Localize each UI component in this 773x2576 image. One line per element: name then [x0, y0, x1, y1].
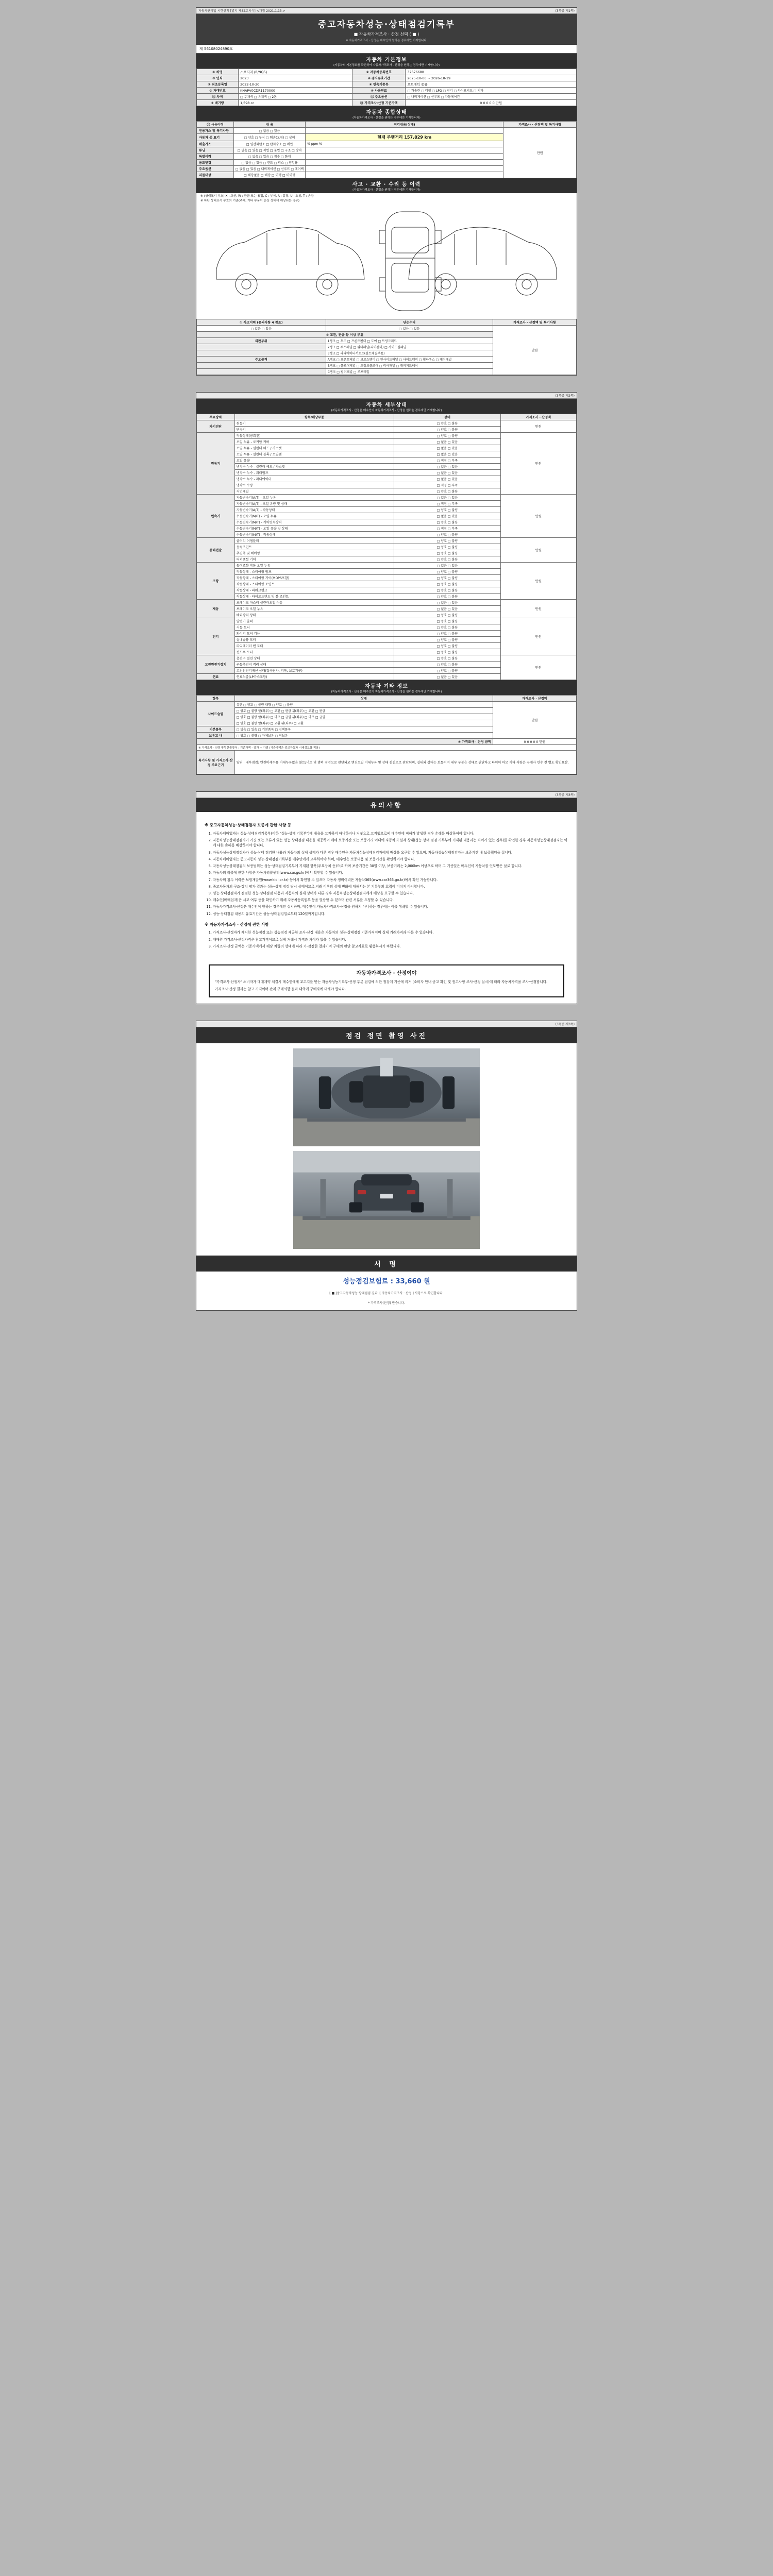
- detail-item-0-0: 원동기: [234, 420, 394, 427]
- detail-item-7-1: 구동축전지 격리 상태: [234, 662, 394, 668]
- detail-state-2-5[interactable]: □ 적정 □ 부족: [394, 526, 500, 532]
- detail-state-4-2[interactable]: □ 양호 □ 불량: [394, 575, 500, 581]
- sheet-header-2: [196, 393, 577, 399]
- basic-info-table: [196, 69, 577, 106]
- overall-row-0-state[interactable]: [306, 128, 503, 134]
- other-info-table: [196, 695, 577, 774]
- notice-list: [213, 831, 568, 917]
- overall-col-1: 내 용: [233, 122, 305, 128]
- detail-item-0-1: 변속기: [234, 427, 394, 433]
- section-accident-sub: (자동차가격조사 · 산정을 원하는 경우에만 기재합니다): [352, 189, 421, 192]
- detail-state-6-2[interactable]: □ 양호 □ 불량: [394, 631, 500, 637]
- other-item-0: 사이드슬립: [197, 702, 235, 726]
- detail-item-1-0: 작동상태(공회전): [234, 433, 394, 439]
- overall-col-2: 점검내용(상태): [306, 122, 503, 128]
- detail-item-4-1: 작동상태 - 스티어링 펌프: [234, 569, 394, 575]
- label-regnum: ② 자동차등록번호: [352, 69, 406, 75]
- detail-state-7-2[interactable]: □ 양호 □ 불량: [394, 668, 500, 674]
- detail-state-6-1[interactable]: □ 양호 □ 불량: [394, 624, 500, 631]
- notice-item: 1. 자동차매매업자는 성능·상태점검기록부(이하 "성능·상태 기록부")에 내용을 고지하지 아니하거나 거짓으로 고지했으로써 매수인에 피해가 발생한 경우 손해를 배상하여야 합니다.: [213, 831, 568, 836]
- overall-row-3-state[interactable]: [306, 147, 503, 154]
- table-row: [197, 128, 577, 134]
- detail-state-1-4[interactable]: □ 적정 □ 부족: [394, 457, 500, 464]
- accident-part-type-2: [197, 350, 326, 357]
- detail-price-5[interactable]: 만원: [500, 600, 576, 618]
- accident-simple-label: 단순수리: [326, 319, 493, 326]
- table-row: [197, 420, 577, 427]
- detail-group-2: 변속기: [197, 495, 235, 538]
- detail-state-1-2[interactable]: □ 없음 □ 있음: [394, 445, 500, 451]
- notice-item: 3. 자동차성능상태점검자가 성능·상태 점검한 내용과 자동차의 실제 상태가 다른 경우 매수인은 자동차성능상태점검자에게 배상을 요구할 수 있으며, 자동차성능상태점검자는 보증기간 내 보증책임을 집니다.: [213, 850, 568, 855]
- detail-price-3[interactable]: 만원: [500, 538, 576, 563]
- other-state-3[interactable]: □ 양호 □ 불량 앞(좌우) □ 교환 뒤(좌우) □ 교환: [234, 720, 493, 726]
- detail-state-table: [196, 414, 577, 680]
- table-row: [197, 600, 577, 606]
- detail-state-3-2[interactable]: □ 양호 □ 불량: [394, 550, 500, 556]
- section-detail-heading: 자동차 세부상태: [366, 402, 407, 409]
- car-diagram-svg[interactable]: [200, 207, 573, 315]
- detail-state-4-5[interactable]: □ 양호 □ 불량: [394, 594, 500, 600]
- detail-state-8-0[interactable]: □ 없음 □ 있음: [394, 674, 500, 680]
- detail-col-0: 주요장치: [197, 414, 235, 420]
- total-price-value[interactable]: 0 0 0 0 0 만원: [493, 739, 576, 745]
- overall-row-1-state[interactable]: 현재 주행거리 157,829 km: [306, 134, 503, 141]
- detail-state-4-1[interactable]: □ 양호 □ 불량: [394, 569, 500, 575]
- section-basic-sub: (자동차의 기본정보를 확인하여 자동차가격조사 · 산정을 원하는 경우에만 기재합니다): [333, 64, 440, 67]
- detail-state-2-2[interactable]: □ 양호 □ 불량: [394, 507, 500, 513]
- table-row: [197, 433, 577, 439]
- price-survey-statement-line-1: "가격조사·산정자" 소비자가 매매계약 체결시 매수인에게 교고지를 받는 자동차성능기록부·산정 부분 점검에 의한 점검에 기준에 의거 (소비자 안내 공고 확인 및 권고사항 조사·산정 실시)에 따라 자동차가격을 조사·산정합니다.: [215, 980, 548, 985]
- detail-item-1-3: 오일 누유 - 실린더 블록 / 오일팬: [234, 451, 394, 457]
- detail-item-6-5: 윈도우 모터: [234, 649, 394, 655]
- other-state-1[interactable]: □ 양호 □ 불량 앞(좌우) □ 교환 □ 판금 뒤(좌우) □ 교환 □ 판금: [234, 708, 493, 714]
- other-price[interactable]: 만원: [493, 702, 576, 739]
- detail-state-3-0[interactable]: □ 양호 □ 불량: [394, 538, 500, 544]
- accident-part-type-4: [197, 363, 326, 369]
- notice-item: 8. 중고자동차의 구조·장치 평가 결과는 성능·상태 점검 당시 상태이므로 거래 이후의 상태 변화에 대해서는 본 기록부의 효력이 미치지 아니합니다.: [213, 884, 568, 889]
- price-survey-statement-box: [209, 964, 564, 997]
- detail-state-2-1[interactable]: □ 적정 □ 부족: [394, 501, 500, 507]
- detail-item-4-4: 작동상태 - 파워크랭크: [234, 587, 394, 594]
- detail-state-2-0[interactable]: □ 없음 □ 있음: [394, 495, 500, 501]
- detail-item-1-2: 오일 누유 - 실린더 헤드 / 가스켓: [234, 445, 394, 451]
- table-row: [197, 495, 577, 501]
- other-state-2[interactable]: □ 양호 □ 불량 앞(좌우) □ 마모 □ 균열 뒤(좌우) □ 마모 □ 균열: [234, 714, 493, 720]
- detail-state-6-3[interactable]: □ 양호 □ 불량: [394, 637, 500, 643]
- detail-item-2-1: 자동변속기(A/T) - 오일 유량 및 상태: [234, 501, 394, 507]
- page-title: 중고자동차성능·상태점검기록부: [317, 20, 456, 30]
- detail-item-6-2: 와이퍼 모터 기능: [234, 631, 394, 637]
- notice-item: 11. 자동차가격조사·산정은 매수인이 원하는 경우에만 실시하며, 매수인이 자동차가격조사·산정을 원하지 아니하는 경우에는 이를 생략할 수 있습니다.: [213, 904, 568, 909]
- notice-subheading-1: ※ 중고자동차성능·상태점검자 보증에 관한 사항 등: [205, 823, 292, 828]
- detail-group-4: 조향: [197, 563, 235, 600]
- notice-item: 2. 자동차성능상태점검자가 거짓 또는 오류가 있는 성능·상태점검 내용을 제공하여 매매 보증기간 또는 보증거리 이내에 자동차의 실제 상태(성능·상태 점검 기록부에 기재된 내용과는 차이가 있는 경우)를 확인한 경우 자동차성능상태점검자는 이에 대한 손해를 배상하여야 합니다.: [213, 838, 568, 848]
- label-base-price: ⑬ 가격조사·산정 기준가액: [352, 100, 406, 106]
- page-4: [196, 1021, 577, 1311]
- accident-part-items-4[interactable]: B랭크 □ 플로어패널 □ 트렁크플로어 □ 리어패널 □ 패키지트레이: [326, 363, 493, 369]
- detail-item-1-9: 커먼레일: [234, 488, 394, 495]
- value-vin[interactable]: KNAPV0CDR1170000: [239, 88, 352, 94]
- car-damage-diagram[interactable]: [196, 204, 577, 319]
- label-transmission: ⑥ 변속기종류: [352, 81, 406, 88]
- value-color[interactable]: □ 무채색 □ 유채색 □ 2톤: [239, 94, 352, 100]
- table-row: [197, 655, 577, 662]
- page-1: [196, 7, 577, 376]
- inspection-fee: 성능점검보험료 : 33,660 원: [343, 1277, 430, 1285]
- detail-item-6-3: 실내송풍 모터: [234, 637, 394, 643]
- notice-item: 7. 자동차의 침수 이력은 보험개발원(www.kidi.or.kr) 등에서 확인할 수 있으며 자동차 정비이력은 자동차365(www.car365.go.kr)에서 확인 가능합니다.: [213, 877, 568, 883]
- detail-state-4-4[interactable]: □ 양호 □ 불량: [394, 587, 500, 594]
- memo-text[interactable]: 앞뒤 · 내부점검: 엔진미세누유 미세누유없음 볼트/너트 및 범퍼 점검으로 판단되고 엔진오일 미세누유 및 상태 점검으로 판단되며, 실내외 상태는 보통이며 내부 부분은 상태로 판단하고 타이어 마모 기타 사항은 구매자 인수 전 별도 확인요함.: [234, 751, 576, 774]
- detail-item-4-5: 작동상태 - 타이로드엔드 및 볼 조인트: [234, 594, 394, 600]
- overall-row-7-content[interactable]: □ 해당없음 □ 해당 □ 이행 □ 미이행: [233, 172, 305, 178]
- overall-row-3-content[interactable]: □ 없음 □ 있음 □ 적법 □ 불법 □ 구조 □ 장치: [233, 147, 305, 154]
- notice-sublist: [213, 930, 568, 949]
- detail-price-0[interactable]: 만원: [500, 420, 576, 433]
- other-item-5: 보유고 내: [197, 733, 235, 739]
- table-row: [197, 751, 577, 774]
- label-carname: ① 차명: [197, 69, 239, 75]
- table-row: [197, 326, 577, 332]
- accident-history-table: [196, 319, 577, 375]
- value-year[interactable]: 2023: [239, 75, 352, 81]
- section-other-heading: 자동차 기타 정보: [365, 684, 408, 690]
- detail-price-4[interactable]: 만원: [500, 563, 576, 600]
- section-other-title: [196, 680, 577, 695]
- overall-row-2-content[interactable]: □ 일산화탄소 □ 탄화수소 □ 매연: [233, 141, 305, 147]
- detail-item-5-1: 브레이크 오일 누유: [234, 606, 394, 612]
- detail-col-2: 상태: [394, 414, 500, 420]
- detail-state-3-1[interactable]: □ 양호 □ 불량: [394, 544, 500, 550]
- overall-row-5-name: 용도변경: [197, 160, 234, 166]
- detail-state-2-3[interactable]: □ 없음 □ 있음: [394, 513, 500, 519]
- notice-item: 6. 자동차의 리콜에 관한 사항은 자동차리콜센터(www.car.go.kr)에서 확인할 수 있습니다.: [213, 870, 568, 875]
- detail-col-3: 가격조사 · 산정액: [500, 414, 576, 420]
- accident-legend-line-1: ※ (상태표시 부호) X : 교환, W : 판금 또는 용접, C : 부식, A : 흠집, U : 요철, T : 손상: [200, 195, 314, 198]
- detail-item-2-3: 수동변속기(M/T) - 오일 누유: [234, 513, 394, 519]
- overall-state-table: [196, 121, 577, 178]
- detail-price-6[interactable]: 만원: [500, 618, 576, 655]
- detail-state-2-6[interactable]: □ 양호 □ 불량: [394, 532, 500, 538]
- sheet-header-right-2: (3쪽중 제2쪽): [555, 394, 575, 398]
- overall-row-6-content[interactable]: □ 없음 □ 있음 □ 내비게이션 □ 선루프 □ 에어백: [233, 166, 305, 172]
- page-2: [196, 392, 577, 775]
- detail-state-5-1[interactable]: □ 없음 □ 있음: [394, 606, 500, 612]
- detail-item-6-1: 시동 모터: [234, 624, 394, 631]
- value-carname[interactable]: 스포티지 (R/NQ5): [239, 69, 352, 75]
- detail-price-2[interactable]: 만원: [500, 495, 576, 538]
- accident-part-items-2[interactable]: 3랭크 □ 라디에이터서포트(볼트체결부품): [326, 350, 493, 357]
- label-year: ③ 연식: [197, 75, 239, 81]
- total-price-label: ④ 가격조사 · 산정 금액: [197, 739, 493, 745]
- overall-col-0: ⑬ 사용이력: [197, 122, 234, 128]
- detail-item-1-4: 오일 유량: [234, 457, 394, 464]
- value-options[interactable]: □ 내비게이션 □ 선루프 □ 자동에어컨: [406, 94, 577, 100]
- accident-part-type-5: [197, 369, 326, 375]
- detail-state-7-1[interactable]: □ 양호 □ 불량: [394, 662, 500, 668]
- accident-price-label: 가격조사 · 산정액 및 특기사항: [493, 319, 576, 326]
- accident-legend: [196, 193, 577, 204]
- overall-row-4-content[interactable]: □ 없음 □ 있음 □ 침수 □ 화재: [233, 154, 305, 160]
- price-survey-statement-title: 자동차가격조사 · 산정이야: [356, 971, 417, 977]
- detail-state-1-3[interactable]: □ 없음 □ 있음: [394, 451, 500, 457]
- detail-item-6-0: 발전기 출력: [234, 618, 394, 624]
- detail-item-3-2: 추진축 및 베어링: [234, 550, 394, 556]
- page-subtitle: ■ 자동차가격조사 · 산정 선택 ( ■ ): [354, 32, 419, 37]
- detail-state-7-0[interactable]: □ 양호 □ 불량: [394, 655, 500, 662]
- detail-state-3-3[interactable]: □ 양호 □ 불량: [394, 556, 500, 563]
- accident-part-items-5[interactable]: C랭크 □ 필러패널 □ 루프레일: [326, 369, 493, 375]
- accident-history-label: ① 사고이력 (유의사항 4 참조): [197, 319, 326, 326]
- detail-state-1-5[interactable]: □ 없음 □ 있음: [394, 464, 500, 470]
- accident-part-type-1: [197, 344, 326, 350]
- detail-state-1-1[interactable]: □ 없음 □ 있음: [394, 439, 500, 445]
- overall-row-4-state[interactable]: [306, 154, 503, 160]
- detail-group-6: 전기: [197, 618, 235, 655]
- value-displacement[interactable]: 1,598 cc: [239, 100, 352, 106]
- value-regnum[interactable]: 32S76680: [406, 69, 577, 75]
- detail-item-2-4: 수동변속기(M/T) - 기어변속장치: [234, 519, 394, 526]
- other-state-5[interactable]: □ 양호 □ 불량 □ 자체보유 □ 미보유: [234, 733, 493, 739]
- sheet-header-right-4: (3쪽중 제3쪽): [555, 1022, 575, 1026]
- detail-state-0-1[interactable]: □ 양호 □ 불량: [394, 427, 500, 433]
- photo-section-heading: 점검 정면 촬영 사진: [196, 1027, 577, 1043]
- overall-row-6-state[interactable]: [306, 166, 503, 172]
- accident-simple-value[interactable]: □ 없음 □ 있음: [326, 326, 493, 332]
- value-transmission[interactable]: 오토매틱 종류: [406, 81, 577, 88]
- page-3: [196, 791, 577, 1004]
- section-detail-sub: (자동차가격조사 · 산정은 매수인이 자동차가격조사 · 산정을 원하는 경우에만 기재합니다): [331, 409, 442, 413]
- overall-row-1-name: 자동차 등 표기: [197, 134, 234, 141]
- detail-item-3-1: 등속조인트: [234, 544, 394, 550]
- signature-section-heading: 서 명: [196, 1256, 577, 1272]
- accident-part-items-0[interactable]: 1랭크 □ 후드 □ 프론트펜더 □ 도어 □ 트렁크리드: [326, 338, 493, 344]
- section-basic-title: [196, 54, 577, 69]
- accident-history-value[interactable]: □ 없음 □ 있음: [197, 326, 326, 332]
- overall-row-6-name: 주요옵션: [197, 166, 234, 172]
- value-inspect-period[interactable]: 2025-10-00 ~ 2026-10-19: [406, 75, 577, 81]
- value-base-price[interactable]: 0 0 0 0 0 만원: [406, 100, 577, 106]
- label-color: ⑪ 차색: [197, 94, 239, 100]
- overall-row-1-content[interactable]: □ 양호 □ 부식 □ 훼손(오염) □ 상이: [233, 134, 305, 141]
- detail-item-7-2: 고전원전기배선 상태(접속단자, 피복, 보호기구): [234, 668, 394, 674]
- detail-state-1-6[interactable]: □ 없음 □ 있음: [394, 470, 500, 476]
- detail-item-3-3: 디퍼렌셜 기어: [234, 556, 394, 563]
- overall-row-5-state[interactable]: [306, 160, 503, 166]
- label-fuel: ⑧ 사용연료: [352, 88, 406, 94]
- overall-row-2-name: 배출가스: [197, 141, 234, 147]
- notice-sub-item: 1. 가격조사·산정자가 제시한 성능점검 또는 성능점검 제공한 조사·산정 내용은 자동차의 성능·상태점검 기준가격이며 실제 거래가격과 다를 수 있습니다.: [213, 930, 568, 935]
- overall-row-7-state[interactable]: [306, 172, 503, 178]
- footer-line-1: [ ■ ]중고자동차성능·상태점검 결과, [ 자동차가격조사 · 산정 ] 사항으로 확인합니다.: [329, 1291, 444, 1295]
- sheet-header-right-3: (3쪽중 제3쪽): [555, 793, 575, 798]
- overall-price-note[interactable]: 만원: [503, 128, 577, 178]
- detail-item-1-1: 오일 누유 - 로커암 커버: [234, 439, 394, 445]
- detail-state-5-2[interactable]: □ 양호 □ 불량: [394, 612, 500, 618]
- detail-state-4-3[interactable]: □ 양호 □ 불량: [394, 581, 500, 587]
- detail-group-8: 연료: [197, 674, 235, 680]
- detail-state-6-4[interactable]: □ 양호 □ 불량: [394, 643, 500, 649]
- other-col-1: 상태: [234, 696, 493, 702]
- label-first-registration: ⑤ 최초등록일: [197, 81, 239, 88]
- detail-item-4-3: 작동상태 - 스티어링 조인트: [234, 581, 394, 587]
- accident-legend-line-2: ※ 하단 상태표시 부호의 기준(주체, 기타 부품이 손상 상태에 해당되는 경우): [200, 199, 300, 202]
- detail-item-2-6: 수동변속기(M/T) - 작동상태: [234, 532, 394, 538]
- accident-parts-title: ② 교환, 판금 등 이상 부위: [197, 332, 493, 338]
- detail-item-2-0: 자동변속기(A/T) - 오일 누유: [234, 495, 394, 501]
- other-item-4: 기본품목: [197, 726, 235, 733]
- notice-item: 5. 자동차성능상태점검의 보증범위는 성능·상태점검기록부에 기재된 항목(주요장치 등)으로 하며 보증기간은 30일 이상, 보증거리는 2,000km 이상으로 하며 그 기산일은 매수인이 자동차를 인도받은 날로 합니다.: [213, 863, 568, 869]
- detail-item-2-2: 자동변속기(A/T) - 작동상태: [234, 507, 394, 513]
- page-title-note: ※ 자동차가격조사 · 산정은 매수인이 원하는 경우에만 기재합니다.: [345, 39, 428, 42]
- section-detail-title: [196, 399, 577, 414]
- other-state-4[interactable]: □ 없음 □ 있음 □ 기본품목 □ 선택품목: [234, 726, 493, 733]
- detail-price-1[interactable]: 만원: [500, 433, 576, 495]
- detail-price-7[interactable]: 만원: [500, 655, 576, 680]
- detail-group-0: 자기진단: [197, 420, 235, 433]
- detail-state-6-5[interactable]: □ 양호 □ 불량: [394, 649, 500, 655]
- accident-price-value[interactable]: 만원: [493, 326, 576, 375]
- detail-item-4-2: 작동상태 - 스티어링 기어(MDPS포함): [234, 575, 394, 581]
- detail-group-3: 동력전달: [197, 538, 235, 563]
- sheet-header-left: 자동차관리법 시행규칙 [별지 제82호서식] <개정 2021.1.13.>: [198, 9, 285, 13]
- detail-group-7: 고전원전기장치: [197, 655, 235, 674]
- sheet-header-right: (3쪽중 제1쪽): [555, 9, 575, 13]
- price-survey-statement-line-2: 가격조사·산정 결과는 참고 가격이며 관계 구매의향 결과 내역에 구매자에 대해야 합니다.: [215, 987, 346, 992]
- table-row: [197, 538, 577, 544]
- inspection-photo-rear: [248, 1151, 525, 1249]
- accident-part-items-3[interactable]: A랭크 □ 프론트패널 □ 크로스멤버 □ 인사이드패널 □ 사이드멤버 □ 휠하우스 □ 대쉬패널: [326, 357, 493, 363]
- label-vin: ⑦ 차대번호: [197, 88, 239, 94]
- accident-part-items-1[interactable]: 2랭크 □ 루프패널 □ 쿼터패널(리어펜더) □ 사이드실패널: [326, 344, 493, 350]
- section-basic-heading: 자동차 기본정보: [366, 57, 407, 63]
- detail-group-5: 제동: [197, 600, 235, 618]
- document-title-band: [196, 14, 577, 45]
- notice-heading: 유의사항: [196, 798, 577, 812]
- detail-item-5-2: 배력장치 상태: [234, 612, 394, 618]
- detail-item-1-8: 냉각수 수량: [234, 482, 394, 488]
- sheet-header-3: [196, 792, 577, 798]
- other-state-0[interactable]: 유간 □ 양호 □ 불량 내향 □ 양호 □ 불량: [234, 702, 493, 708]
- detail-state-5-0[interactable]: □ 없음 □ 있음: [394, 600, 500, 606]
- table-row: [197, 702, 577, 708]
- detail-state-6-0[interactable]: □ 양호 □ 불량: [394, 618, 500, 624]
- notice-subheading-2: ※ 자동차가격조사 · 산정에 관한 사항: [205, 922, 269, 927]
- label-inspect-period: ④ 검사유효기간: [352, 75, 406, 81]
- notice-sub-item: 2. 매매원 가격조사·산정가격은 참고가격이므로 실제 거래시 가격과 차이가 있을 수 있습니다.: [213, 937, 568, 942]
- memo-label: 특기사항 및 가격조사·산정 주요근거: [197, 751, 235, 774]
- detail-item-1-7: 냉각수 누수 - 라디에이터: [234, 476, 394, 482]
- sheet-header-4: [196, 1021, 577, 1027]
- detail-item-8-0: 연료누출(LP가스포함): [234, 674, 394, 680]
- detail-state-1-9[interactable]: □ 양호 □ 불량: [394, 488, 500, 495]
- overall-row-2-state[interactable]: % ppm %: [306, 141, 503, 147]
- photo-gallery: [196, 1043, 577, 1256]
- accident-part-type-0: 외판부위: [197, 338, 326, 344]
- overall-col-3: 가격조사 · 산정액 및 특기사항: [503, 122, 577, 128]
- overall-row-3-name: 튜닝: [197, 147, 234, 154]
- section-overall-title: [196, 106, 577, 121]
- label-displacement: ⑨ 배기량: [197, 100, 239, 106]
- detail-item-3-0: 클러치 어셈블리: [234, 538, 394, 544]
- section-accident-heading: 사고 · 교환 · 수리 등 이력: [352, 182, 421, 188]
- label-options: ⑫ 주요옵션: [352, 94, 406, 100]
- notice-item: 12. 성능·상태점검 내용의 유효기간은 성능·상태점검일로부터 120일까지입니다.: [213, 911, 568, 917]
- table-row: [197, 618, 577, 624]
- overall-row-0-content[interactable]: □ 없음 □ 있음: [233, 128, 305, 134]
- table-row: [197, 563, 577, 569]
- detail-state-0-0[interactable]: □ 양호 □ 불량: [394, 420, 500, 427]
- detail-group-1: 원동기: [197, 433, 235, 495]
- detail-state-1-7[interactable]: □ 없음 □ 있음: [394, 476, 500, 482]
- detail-item-6-4: 라디에이터 팬 모터: [234, 643, 394, 649]
- overall-row-4-name: 특별이력: [197, 154, 234, 160]
- value-fuel[interactable]: □ 가솔린 □ 디젤 □ LPG □ 전기 □ 하이브리드 □ 기타: [406, 88, 577, 94]
- section-other-sub: (자동차가격조사 · 산정은 매수인이 자동차가격조사 · 산정을 원하는 경우에만 기재합니다): [331, 690, 442, 694]
- document-number: 제 56108024890호: [196, 45, 577, 54]
- detail-state-4-0[interactable]: □ 없음 □ 있음: [394, 563, 500, 569]
- overall-row-0-name: 전용가스 및 특기사항: [197, 128, 234, 134]
- footer-line-2: * 가격조사(산정) 받습니다.: [368, 1301, 405, 1305]
- accident-part-type-3: 주요골격: [197, 357, 326, 363]
- detail-item-5-0: 브레이크 마스터 실린더오일 누유: [234, 600, 394, 606]
- overall-row-7-name: 리콜대상: [197, 172, 234, 178]
- notice-body: [196, 812, 577, 958]
- detail-state-1-8[interactable]: □ 적정 □ 부족: [394, 482, 500, 488]
- detail-item-2-5: 수동변속기(M/T) - 오일 유량 및 상태: [234, 526, 394, 532]
- inspection-photo-underbody: [248, 1048, 525, 1146]
- other-col-0: 항목: [197, 696, 235, 702]
- notice-item: 9. 성능·상태점검자가 점검한 성능·상태점검 내용과 자동차의 실제 상태가 다른 경우 자동차성능상태점검자에게 배상을 요구할 수 있습니다.: [213, 891, 568, 896]
- notice-item: 10. 매수인(매매업자)은 시고 여부 등을 확인하기 위해 자동차등록원부 등을 열람할 수 있으며 관련 서류를 요청할 수 있습니다.: [213, 897, 568, 903]
- section-overall-sub: (자동차가격조사 · 산정을 원하는 경우에만 기재합니다): [352, 116, 421, 120]
- notice-sub-item: 3. 가격조사·산정 금액은 기준가액에서 해당 차량의 상태에 따라 가·감점한 결과이며 구매의 판단 참고자료로 활용하시기 바랍니다.: [213, 944, 568, 949]
- detail-state-2-4[interactable]: □ 양호 □ 불량: [394, 519, 500, 526]
- other-col-2: 가격조사 · 산정액: [493, 696, 576, 702]
- section-accident-title: [196, 178, 577, 193]
- sheet-header: [196, 8, 577, 14]
- value-first-registration[interactable]: 2022-10-20: [239, 81, 352, 88]
- detail-item-4-0: 동력조향 작동 오일 누유: [234, 563, 394, 569]
- section-overall-heading: 자동차 종합상태: [366, 110, 407, 115]
- detail-state-1-0[interactable]: □ 양호 □ 불량: [394, 433, 500, 439]
- notice-item: 4. 자동차매매업자는 중고자동차 성능·상태점검기록부를 매수인에게 교부하여야 하며, 매수인은 보증내용 및 보증기간을 확인하여야 합니다.: [213, 857, 568, 862]
- total-price-note: ※ 가격조사 · 산정가격 산출방식 : 기준가액 - 감가 + 가점 (기준가액은 중고자동차 시세정보를 적용): [197, 745, 577, 751]
- detail-item-1-5: 냉각수 누수 - 실린더 헤드 / 가스켓: [234, 464, 394, 470]
- overall-row-5-content[interactable]: □ 없음 □ 있음 □ 렌트 □ 리스 □ 영업용: [233, 160, 305, 166]
- detail-item-1-6: 냉각수 누수 - 워터펌프: [234, 470, 394, 476]
- detail-col-1: 항목/해당부품: [234, 414, 394, 420]
- detail-item-7-0: 충전구 절연 상태: [234, 655, 394, 662]
